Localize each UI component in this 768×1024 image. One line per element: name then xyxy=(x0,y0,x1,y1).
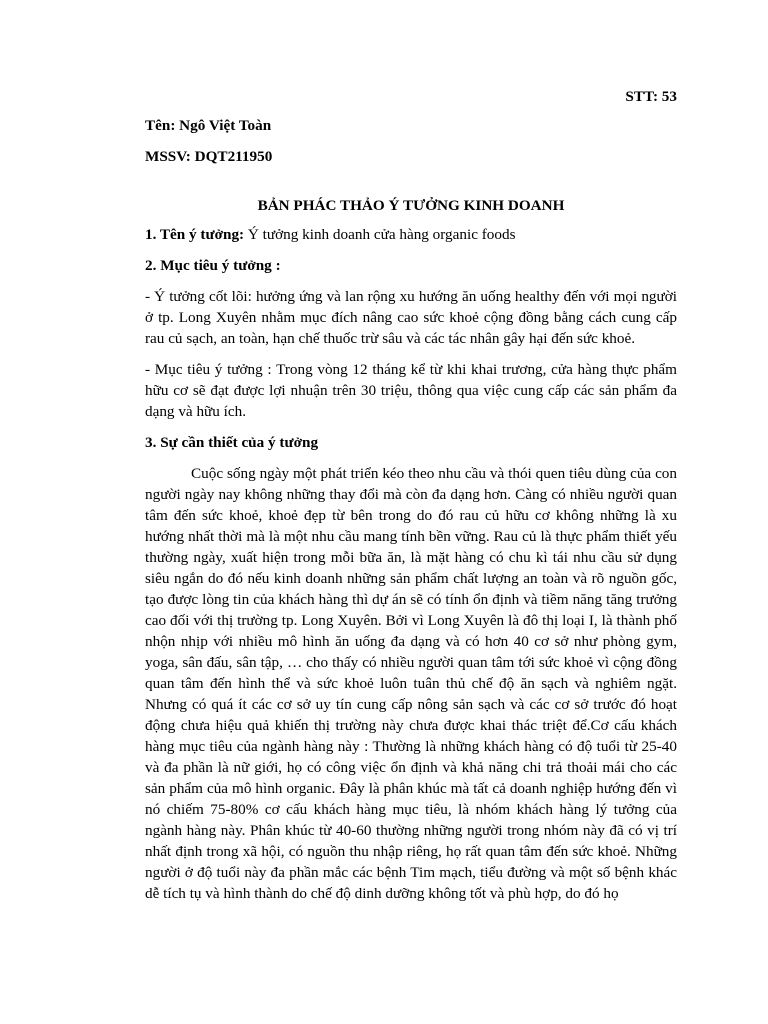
section-1 xyxy=(145,224,677,245)
section-2-heading xyxy=(145,255,677,276)
document-title: BẢN PHÁC THẢO Ý TƯỞNG KINH DOANH xyxy=(257,197,565,214)
section-2-paragraph-1: - Ý tưởng cốt lõi: hưởng ứng và lan rộng xu hướng ăn uống healthy đến với mọi người ở tp. Long Xuyên nhằm mục đích nâng cao sức khoẻ cộng đồng bằng cách cung cấp rau củ sạch, an toàn, hạn chế thuốc trừ sâu và các tác nhân gây hại đến sức khoẻ. xyxy=(145,288,677,347)
student-id: MSSV: DQT211950 xyxy=(145,148,273,165)
section-1-label: 1. Tên ý tưởng: xyxy=(145,226,245,243)
section-3-heading-text: 3. Sự cần thiết của ý tưởng xyxy=(145,434,319,451)
section-2-paragraph-2: - Mục tiêu ý tưởng : Trong vòng 12 tháng kể từ khi khai trương, cửa hàng thực phẩm hữu cơ sẽ đạt được lợi nhuận trên 30 triệu, thông qua việc cung cấp các sản phẩm đa dạng và hữu ích. xyxy=(145,361,677,420)
section-3-body: Cuộc sống ngày một phát triển kéo theo nhu cầu và thói quen tiêu dùng của con người ngày nay không những thay đổi mà còn đa dạng hơn. Càng có nhiều người quan tâm đến sức khoẻ, khoẻ đẹp từ bên trong do đó rau củ hữu cơ không những là xu hướng nhất thời mà là một nhu cầu mang tính bền vững. Rau củ là thực phẩm thiết yếu thường ngày, xuất hiện trong mỗi bữa ăn, là mặt hàng có chu kì tái nhu cầu sử dụng siêu ngắn do đó nếu kinh doanh những sản phẩm chất lượng an toàn và rõ nguồn gốc, tạo được lòng tin của khách hàng thì dự án sẽ có tính ổn định và tiềm năng tăng trưởng cao đối với thị trường tp. Long Xuyên. Bởi vì Long Xuyên là đô thị loại I, là thành phố nhộn nhịp với nhiều mô hình ăn uống đa dạng và có hơn 40 cơ sở như phòng gym, yoga, sân đấu, sân tập, … cho thấy có nhiều người quan tâm tới sức khoẻ vì cộng đồng quan tâm đến hình thể và sức khoẻ luôn tuân thủ chế độ ăn sạch và nghiêm ngặt. Nhưng có quá ít các cơ sở uy tín cung cấp nông sản sạch và các cơ sở trước đó hoạt động chưa hiệu quả khiến thị trường này chưa được khai thác triệt để.Cơ cấu khách hàng mục tiêu của ngành hàng này : Thường là những khách hàng có độ tuổi từ 25-40 và đa phần là nữ giới, họ có công việc ổn định và khả năng chi trả thoải mái cho các sản phẩm của mô hình organic. Đây là phân khúc mà tất cả doanh nghiệp hướng đến vì nó chiếm 75-80% cơ cấu khách hàng mục tiêu, là nhóm khách hàng lý tưởng của ngành hàng này. Phân khúc từ 40-60 thường những người trong nhóm này đã có vị trí nhất định trong xã hội, có nguồn thu nhập riêng, họ rất quan tâm đến sức khoẻ. Những người ở độ tuổi này đa phần mắc các bệnh Tim mạch, tiểu đường và một số bệnh khác dễ tích tụ và hình thành do chế độ dinh dưỡng không tốt và phù hợp, do đó họ xyxy=(145,465,677,902)
stt-label: STT: 53 xyxy=(625,88,677,105)
section-3-heading xyxy=(145,432,677,453)
section-1-text: Ý tưởng kinh doanh cửa hàng organic foods xyxy=(244,226,516,243)
section-2-heading-text: 2. Mục tiêu ý tưởng : xyxy=(145,257,281,274)
student-name: Tên: Ngô Việt Toàn xyxy=(145,117,272,134)
